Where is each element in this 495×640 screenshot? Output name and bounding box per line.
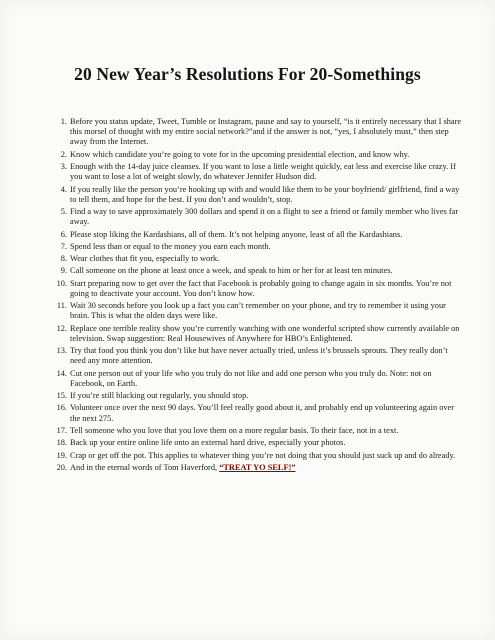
- item-emphasis: “TREAT YO SELF!”: [219, 462, 296, 472]
- item-number: 13.: [56, 346, 67, 356]
- item-number: 7.: [60, 241, 67, 251]
- list-item: [45, 324, 465, 344]
- list-item: [45, 451, 465, 461]
- list-item: [45, 346, 465, 366]
- list-item: [45, 185, 465, 205]
- item-number: 19.: [56, 450, 67, 460]
- item-number: 16.: [56, 403, 67, 413]
- item-number: 17.: [56, 425, 67, 435]
- list-item: [45, 266, 465, 276]
- item-text: Crap or get off the pot. This applies to whatever thing you’re not doing that you should just suck up and do already.: [70, 450, 456, 460]
- item-number: 20.: [56, 462, 67, 472]
- item-text: Enough with the 14-day juice cleanses. If you want to lose a little weight quickly, eat less and exercise like crazy. If you want to lose a lot of weight slowly, do whatever Jennifer Hudson did.: [70, 162, 456, 182]
- item-number: 5.: [60, 207, 67, 216]
- item-number: 1.: [60, 117, 67, 126]
- item-text: Cut one person out of your life who you truly do not like and add one person who you truly do. Note: not on Facebook, on Earth.: [70, 368, 432, 388]
- item-text: Volunteer once over the next 90 days. You’ll feel really good about it, and probably end up volunteering again over the next 275.: [70, 403, 455, 423]
- item-text: Spend less than or equal to the money you earn each month.: [70, 241, 271, 251]
- list-item: [45, 230, 465, 240]
- list-item: [45, 438, 465, 448]
- list-item: [45, 279, 465, 299]
- item-text: If you’re still blacking out regularly, you should stop.: [70, 391, 249, 401]
- list-item: [45, 301, 465, 321]
- item-text: Start preparing now to get over the fact that Facebook is probably going to change again in six months. You’re not going to deactivate your account. You don’t know how.: [70, 278, 452, 298]
- item-number: 2.: [60, 149, 67, 159]
- list-item: [45, 150, 465, 160]
- resolution-list: [45, 117, 465, 475]
- item-number: 3.: [60, 162, 67, 171]
- list-item: [45, 391, 465, 401]
- item-number: 11.: [56, 301, 67, 311]
- item-number: 10.: [56, 278, 67, 288]
- item-text: Know which candidate you’re going to vote for in the upcoming presidential election, and know why.: [70, 149, 410, 159]
- item-text: Wait 30 seconds before you look up a fact you can’t remember on your phone, and try to remember it using your brain. This is what the olden days were like.: [70, 301, 446, 321]
- item-number: 6.: [60, 229, 67, 239]
- item-number: 18.: [56, 438, 67, 448]
- item-number: 12.: [56, 323, 67, 333]
- item-text: Please stop liking the Kardashians, all of them. It’s not helping anyone, least of all the Kardashians.: [70, 229, 403, 239]
- item-text: Tell someone who you love that you love them on a more regular basis. To their face, not in a text.: [70, 425, 399, 435]
- item-number: 15.: [56, 391, 67, 401]
- item-number: 8.: [60, 254, 67, 264]
- item-text: Call someone on the phone at least once a week, and speak to him or her for at least ten minutes.: [70, 266, 393, 276]
- list-item: [45, 463, 465, 473]
- item-text: Before you status update, Tweet, Tumble or Instagram, pause and say to yourself, “is it entirely necessary that I share this morsel of thought with my entire social network?”and if the answer is not, “yes, I absolutely must,” then step away from the Internet.: [70, 117, 462, 147]
- list-item: [45, 426, 465, 436]
- item-text: Wear clothes that fit you, especially to work.: [70, 254, 220, 264]
- item-text: If you really like the person you’re hooking up with and would like them to be your boyfriend/ girlfriend, find a way to tell them, and hope for the best. If you don’t and wouldn’t, stop.: [70, 184, 460, 204]
- list-item: [45, 117, 465, 148]
- item-number: 14.: [56, 368, 67, 378]
- item-text: Find a way to save approximately 300 dollars and spend it on a flight to see a friend or family member who lives far away.: [70, 207, 459, 227]
- list-item: [45, 162, 465, 182]
- list-item: [45, 207, 465, 227]
- item-text: Back up your entire online life onto an external hard drive, especially your photos.: [70, 438, 346, 448]
- item-text: Try that food you think you don’t like but have never actually tried, unless it’s brussels sprouts. They really don’t need any more attention.: [70, 346, 448, 366]
- list-item: [45, 254, 465, 264]
- item-text: Replace one terrible reality show you’re currently watching with one wonderful scripted show currently available on television. Swap suggestion: Real Housewives of Anywhere for HBO’s Enlightened.: [70, 323, 460, 343]
- item-text: And in the eternal words of Tom Haverford,: [70, 462, 220, 472]
- list-item: [45, 242, 465, 252]
- list-item: [45, 403, 465, 423]
- list-item: [45, 369, 465, 389]
- item-number: 4.: [60, 184, 67, 194]
- item-number: 9.: [60, 266, 67, 276]
- page-title: 20 New Year’s Resolutions For 20-Somethings: [74, 64, 421, 84]
